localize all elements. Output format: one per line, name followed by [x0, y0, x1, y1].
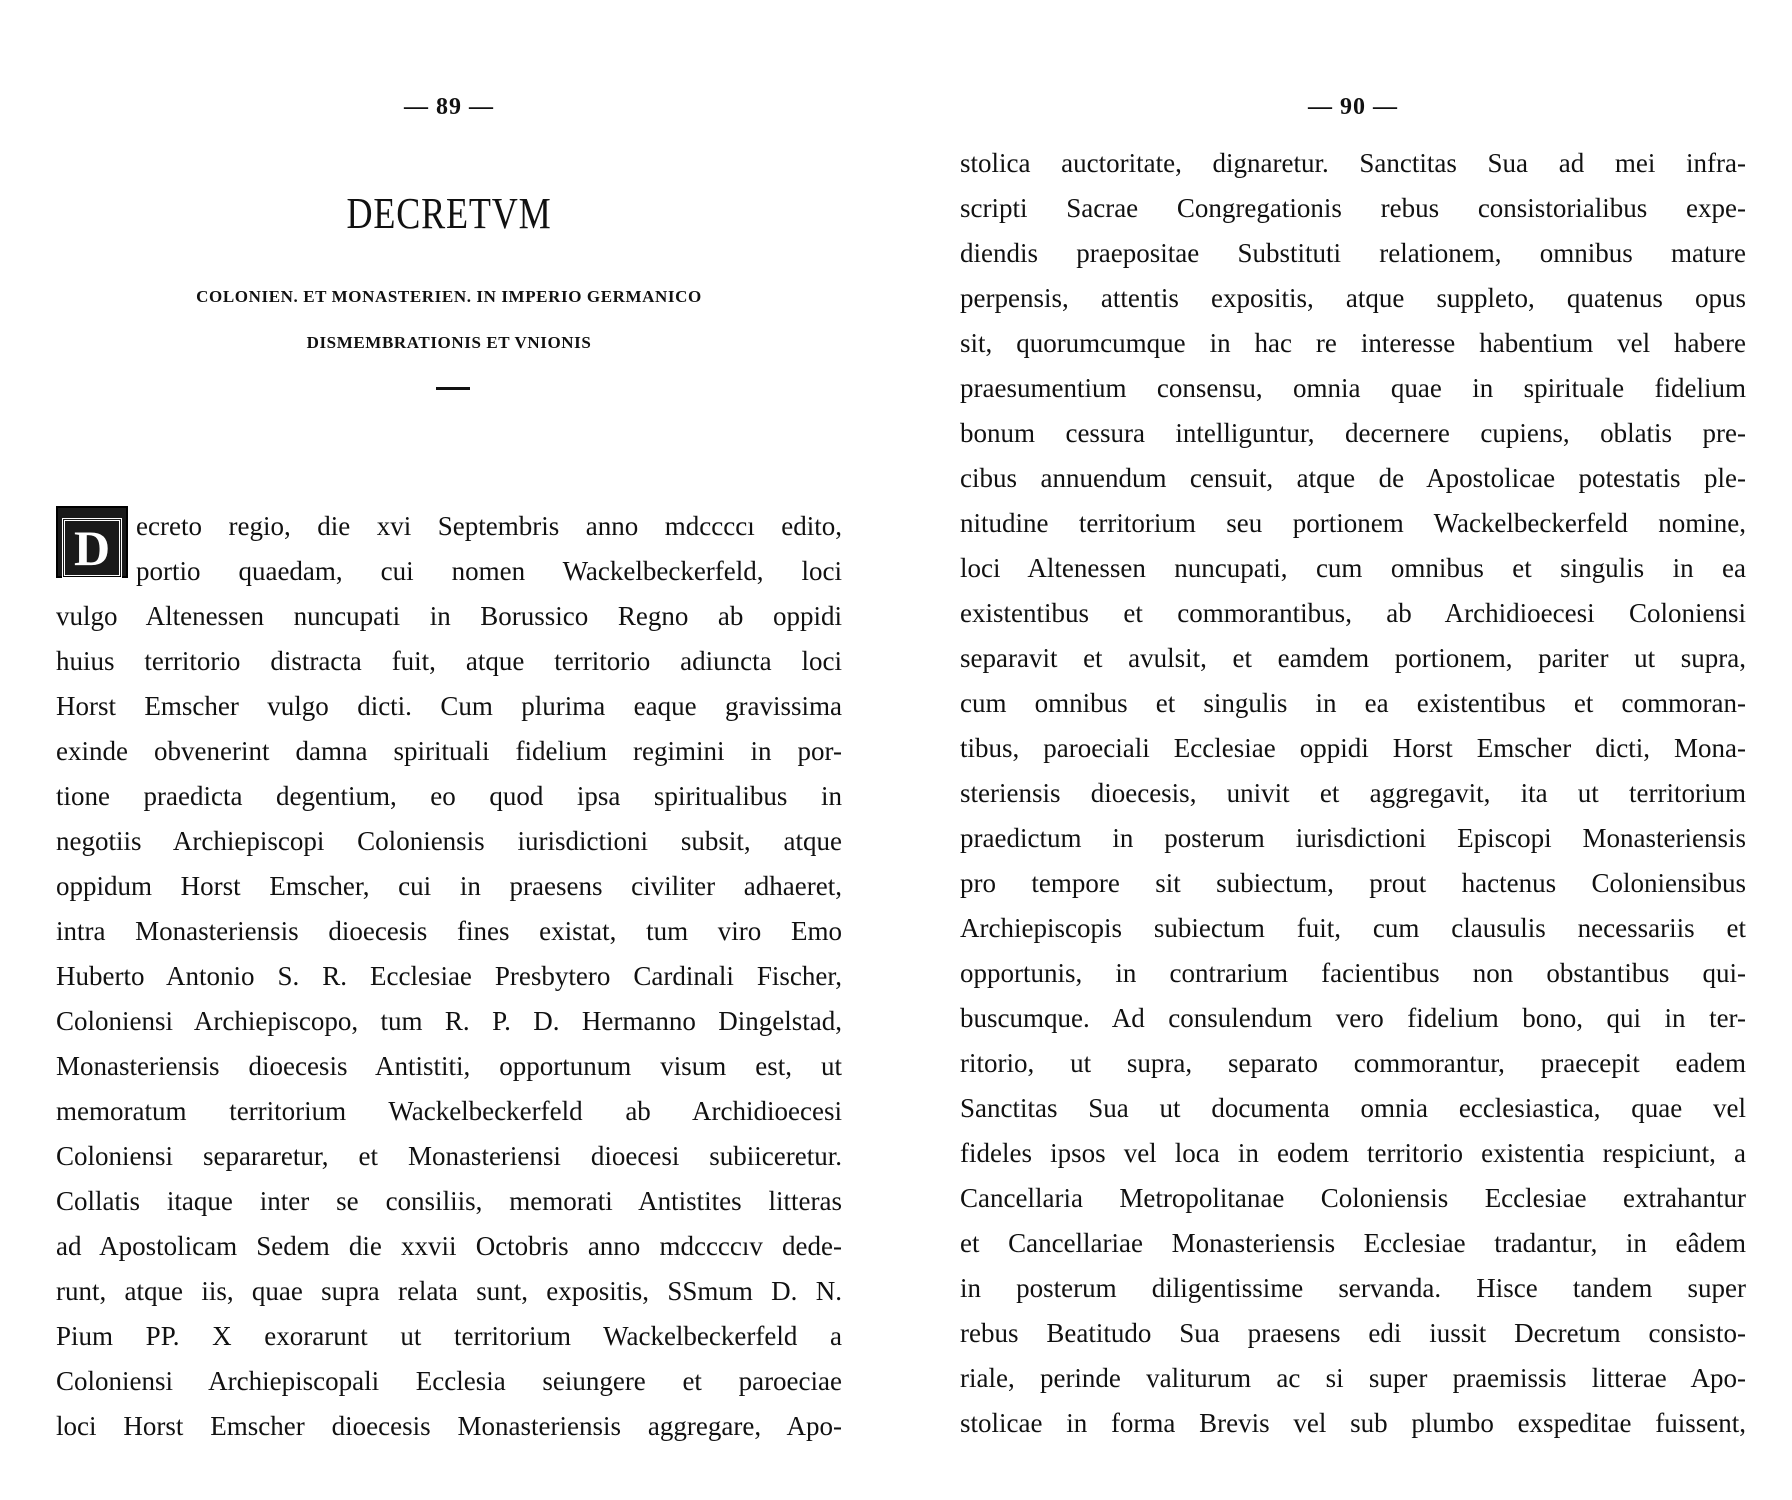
text-line: Sanctitas Sua ut documenta omnia ecclesiastica, quae vel	[960, 1093, 1746, 1123]
text-line: Coloniensi Archiepiscopali Ecclesia seiungere et paroeciae	[56, 1366, 842, 1396]
text-line: praedictum in posterum iurisdictioni Episcopi Monasteriensis	[960, 823, 1746, 853]
text-line: huius territorio distracta fuit, atque territorio adiuncta loci	[56, 646, 842, 676]
page-number-left: — 89 —	[404, 94, 494, 120]
text-line: Coloniensi Archiepiscopo, tum R. P. D. Hermanno Dingelstad,	[56, 1006, 842, 1036]
text-line: Collatis itaque inter se consiliis, memorati Antistites litteras	[56, 1186, 842, 1216]
text-line: vulgo Altenessen nuncupati in Borussico Regno ab oppidi	[56, 601, 842, 631]
title-divider	[436, 387, 470, 390]
left-page-body	[56, 504, 842, 1449]
text-line: ecreto regio, die xvi Septembris anno mdccccı edito,	[136, 511, 842, 541]
text-line: perpensis, attentis expositis, atque suppleto, quatenus opus	[960, 283, 1746, 313]
text-line: memoratum territorium Wackelbeckerfeld ab Archidioecesi	[56, 1096, 842, 1126]
text-line: stolica auctoritate, dignaretur. Sanctitas Sua ad mei infra-	[960, 148, 1746, 178]
text-line: sit, quorumcumque in hac re interesse habentium vel habere	[960, 328, 1746, 358]
page-number-right: — 90 —	[1308, 94, 1398, 120]
text-line: Huberto Antonio S. R. Ecclesiae Presbytero Cardinali Fischer,	[56, 961, 842, 991]
text-line: diendis praepositae Substituti relationem, omnibus mature	[960, 238, 1746, 268]
text-line: loci Horst Emscher dioecesis Monasteriensis aggregare, Apo-	[56, 1411, 842, 1441]
text-line: in posterum diligentissime servanda. Hisce tandem super	[960, 1273, 1746, 1303]
text-line: riale, perinde valiturum ac si super praemissis litterae Apo-	[960, 1363, 1746, 1393]
subtitle-line-1: COLONIEN. ET MONASTERIEN. IN IMPERIO GERMANICO	[196, 287, 702, 306]
text-line: rebus Beatitudo Sua praesens edi iussit Decretum consisto-	[960, 1318, 1746, 1348]
text-line: exinde obvenerint damna spirituali fidelium regimini in por-	[56, 736, 842, 766]
text-line: buscumque. Ad consulendum vero fidelium bono, qui in ter-	[960, 1003, 1746, 1033]
text-line: intra Monasteriensis dioecesis fines existat, tum viro Emo	[56, 916, 842, 946]
text-line: runt, atque iis, quae supra relata sunt, expositis, SSmum D. N.	[56, 1276, 842, 1306]
text-line: Archiepiscopis subiectum fuit, cum clausulis necessariis et	[960, 913, 1746, 943]
text-line: praesumentium consensu, omnia quae in spirituale fidelium	[960, 373, 1746, 403]
text-line: et Cancellariae Monasteriensis Ecclesiae tradantur, in eâdem	[960, 1228, 1746, 1258]
text-line: stolicae in forma Brevis vel sub plumbo exspeditae fuissent,	[960, 1408, 1746, 1438]
subtitle-line-2: DISMEMBRATIONIS ET VNIONIS	[306, 333, 592, 352]
text-line: pro tempore sit subiectum, prout hactenus Coloniensibus	[960, 868, 1746, 898]
text-line: separavit et avulsit, et eamdem portionem, pariter ut supra,	[960, 643, 1746, 673]
decree-title: DECRETVM	[346, 189, 552, 238]
text-line: Coloniensi separaretur, et Monasteriensi dioecesi subiiceretur.	[56, 1141, 842, 1171]
text-line: bonum cessura intelliguntur, decernere cupiens, oblatis pre-	[960, 418, 1746, 448]
text-line: negotiis Archiepiscopi Coloniensis iurisdictioni subsit, atque	[56, 826, 842, 856]
text-line: Monasteriensis dioecesis Antistiti, opportunum visum est, ut	[56, 1051, 842, 1081]
left-page	[56, 0, 842, 1500]
text-line: cum omnibus et singulis in ea existentibus et commoran-	[960, 688, 1746, 718]
text-line: existentibus et commorantibus, ab Archidioecesi Coloniensi	[960, 598, 1746, 628]
text-line: Cancellaria Metropolitanae Coloniensis Ecclesiae extrahantur	[960, 1183, 1746, 1213]
text-line: tibus, paroeciali Ecclesiae oppidi Horst Emscher dicti, Mona-	[960, 733, 1746, 763]
text-line: loci Altenessen nuncupati, cum omnibus et singulis in ea	[960, 553, 1746, 583]
text-line: steriensis dioecesis, univit et aggregavit, ita ut territorium	[960, 778, 1746, 808]
text-line: nitudine territorium seu portionem Wackelbeckerfeld nomine,	[960, 508, 1746, 538]
text-line: tione praedicta degentium, eo quod ipsa spiritualibus in	[56, 781, 842, 811]
text-line: scripti Sacrae Congregationis rebus consistorialibus expe-	[960, 193, 1746, 223]
text-line: ad Apostolicam Sedem die xxvii Octobris anno mdccccıv dede-	[56, 1231, 842, 1261]
text-line: Horst Emscher vulgo dicti. Cum plurima eaque gravissima	[56, 691, 842, 721]
text-line: opportunis, in contrarium facientibus non obstantibus qui-	[960, 958, 1746, 988]
text-line: oppidum Horst Emscher, cui in praesens civiliter adhaeret,	[56, 871, 842, 901]
right-page-body	[960, 141, 1746, 1446]
right-page	[960, 0, 1746, 1500]
drop-cap-letter: D	[62, 518, 122, 578]
text-line: portio quaedam, cui nomen Wackelbeckerfeld, loci	[136, 556, 842, 586]
text-line: ritorio, ut supra, separato commorantur, praecepit eadem	[960, 1048, 1746, 1078]
text-line: Pium PP. X exorarunt ut territorium Wackelbeckerfeld a	[56, 1321, 842, 1351]
text-line: fideles ipsos vel loca in eodem territorio existentia respiciunt, a	[960, 1138, 1746, 1168]
text-line: cibus annuendum censuit, atque de Apostolicae potestatis ple-	[960, 463, 1746, 493]
